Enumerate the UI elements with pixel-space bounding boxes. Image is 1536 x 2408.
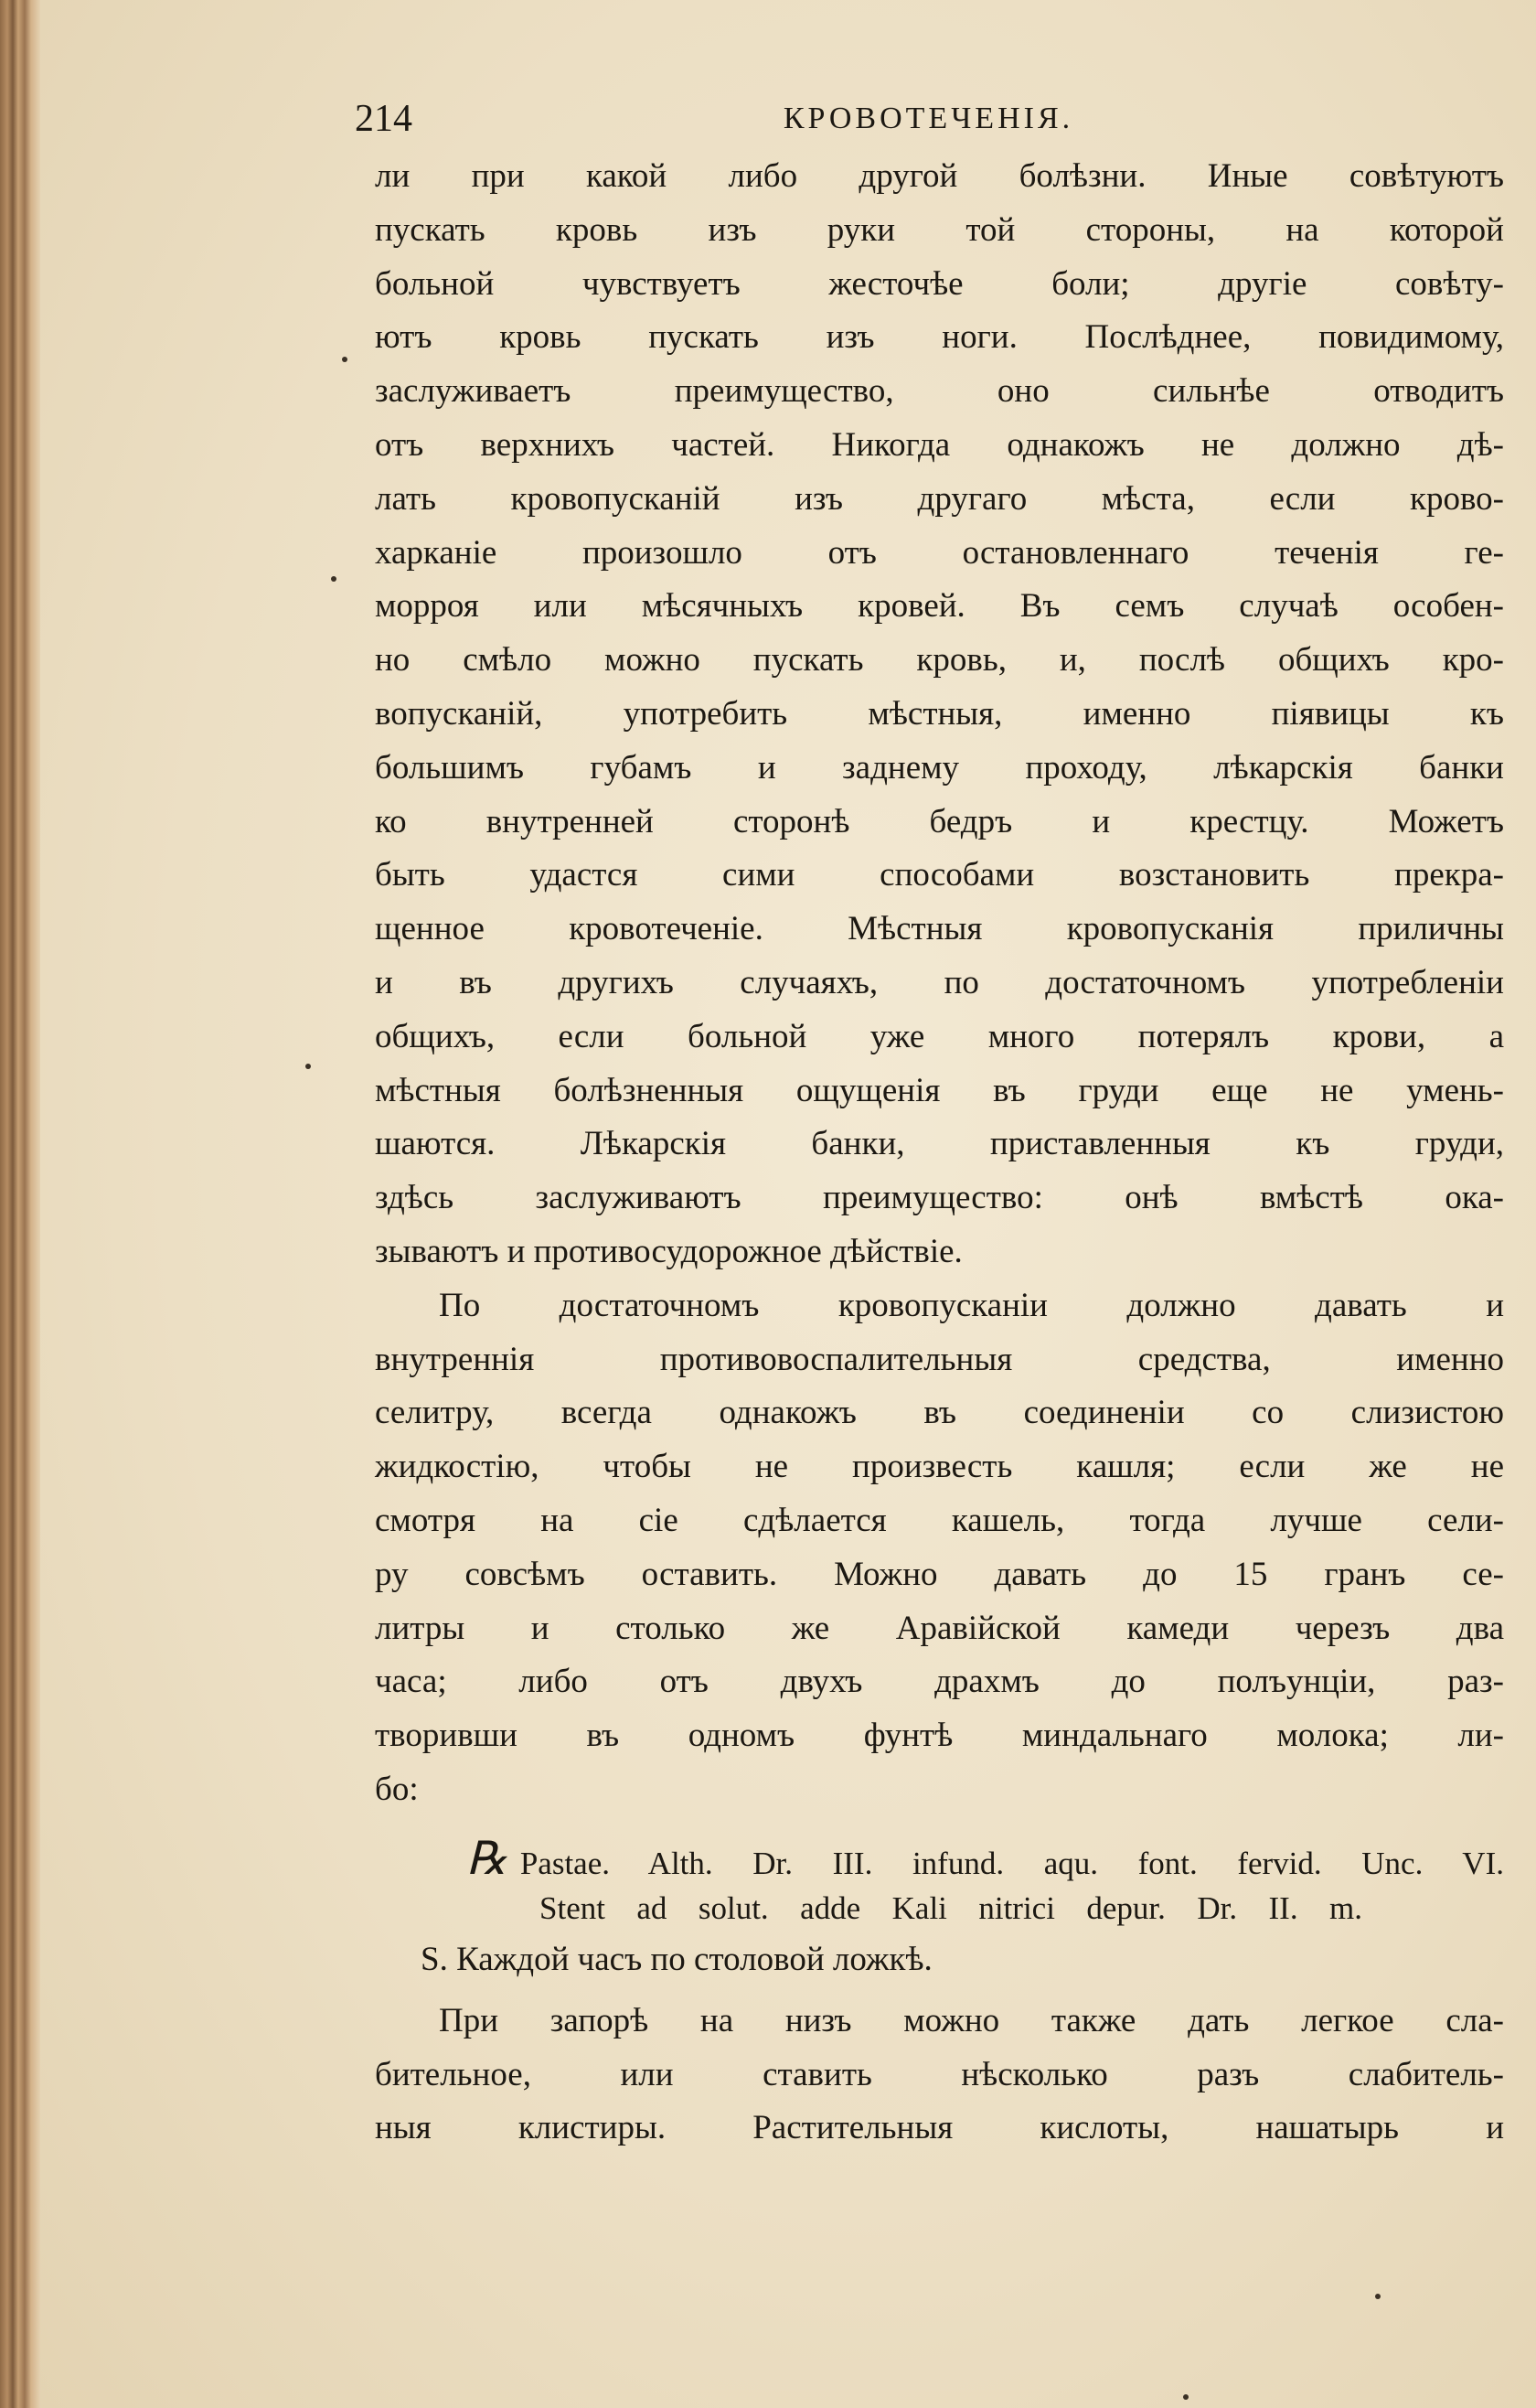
text-line: бо: — [375, 1770, 419, 1808]
text-line: и въ другихъ случаяхъ, по достаточномъ употребленіи — [375, 963, 1504, 1001]
prescription-line: Stent ad solut. adde Kali nitrici depur. Dr. II. m. — [539, 1889, 1362, 1926]
prescription-text: Pastae. Alth. Dr. III. infund. aqu. font. fervid. Unc. VI. — [519, 1845, 1504, 1881]
book-binding-edge — [0, 0, 40, 2408]
spacer — [375, 1817, 1504, 1832]
spacer — [375, 1987, 1504, 1995]
text-line: общихъ, если больной уже много потерялъ крови, а — [375, 1017, 1504, 1055]
ink-speck — [331, 576, 336, 582]
text-line: При запорѣ на низъ можно также дать легкое сла- — [439, 2001, 1504, 2039]
text-line: харканіе произошло отъ остановленнаго теченія ге- — [375, 533, 1504, 572]
prescription-line — [375, 1832, 1504, 1885]
text-line: большимъ губамъ и заднему проходу, лѣкарскія банки — [375, 748, 1504, 787]
text-line: но смѣло можно пускать кровь, и, послѣ общихъ кро- — [375, 641, 1504, 680]
text-line: щенное кровотеченіе. Мѣстныя кровопусканія приличны — [375, 910, 1504, 948]
text-line: отъ верхнихъ частей. Никогда однакожъ не должно дѣ- — [375, 425, 1504, 464]
page-body — [375, 150, 1504, 2156]
text-line: литры и столько же Аравійской камеди черезъ два — [375, 1609, 1504, 1647]
text-line: ко внутренней сторонѣ бедръ и крестцу. Можетъ — [375, 802, 1504, 840]
text-line: пускать кровь изъ руки той стороны, на которой — [375, 210, 1504, 249]
text-line: ли при какой либо другой болѣзни. Иные совѣтуютъ — [375, 157, 1504, 195]
text-line: селитру, всегда однакожъ въ соединеніи со слизистою — [375, 1394, 1504, 1432]
ink-speck — [342, 357, 347, 362]
text-line: ру совсѣмъ оставить. Можно давать до 15 гранъ се- — [375, 1555, 1504, 1593]
text-line: творивши въ одномъ фунтѣ миндальнаго молока; ли- — [375, 1717, 1504, 1755]
running-title: КРОВОТЕЧЕНІЯ. — [783, 102, 1074, 135]
text-line: бительное, или ставить нѣсколько разъ слабитель- — [375, 2055, 1504, 2093]
text-line: жидкостію, чтобы не произвесть кашля; если же не — [375, 1448, 1504, 1486]
text-line: мѣстныя болѣзненныя ощущенія въ груди еще не умень- — [375, 1071, 1504, 1109]
text-line: зываютъ и противосудорожное дѣйствіе. — [375, 1232, 963, 1270]
text-line: заслуживаетъ преимущество, оно сильнѣе отводитъ — [375, 372, 1504, 411]
text-line: морроя или мѣсячныхъ кровей. Въ семъ случаѣ особен- — [375, 587, 1504, 626]
text-line: вопусканій, употребить мѣстныя, именно піявицы къ — [375, 694, 1504, 733]
ink-speck — [1183, 2394, 1189, 2400]
text-line: По достаточномъ кровопусканіи должно давать и — [439, 1286, 1504, 1324]
text-line: лать кровопусканій изъ другаго мѣста, если крово- — [375, 479, 1504, 518]
text-line: часа; либо отъ двухъ драхмъ до полъунціи, раз- — [375, 1663, 1504, 1701]
page-header — [355, 91, 1502, 146]
ink-speck — [1375, 2294, 1381, 2299]
recipe-symbol: ℞ — [466, 1832, 507, 1884]
text-line: ныя клистиры. Растительныя кислоты, нашатырь и — [375, 2109, 1504, 2147]
text-line: ютъ кровь пускать изъ ноги. Послѣднее, повидимому, — [375, 318, 1504, 357]
text-line: смотря на сіе сдѣлается кашель, тогда лучше сели- — [375, 1501, 1504, 1539]
ink-speck — [305, 1064, 311, 1069]
text-line: внутреннія противовоспалительныя средства, именно — [375, 1340, 1504, 1378]
text-line: шаются. Лѣкарскія банки, приставленныя къ груди, — [375, 1125, 1504, 1163]
page-number: 214 — [355, 98, 412, 140]
text-line: здѣсь заслуживаютъ преимущество: онѣ вмѣстѣ ока- — [375, 1179, 1504, 1217]
text-line: больной чувствуетъ жесточѣе боли; другіе совѣту- — [375, 264, 1504, 303]
prescription-signa: S. Каждой часъ по столовой ложкѣ. — [421, 1940, 933, 1978]
text-line: быть удастся сими способами возстановить прекра- — [375, 856, 1504, 894]
